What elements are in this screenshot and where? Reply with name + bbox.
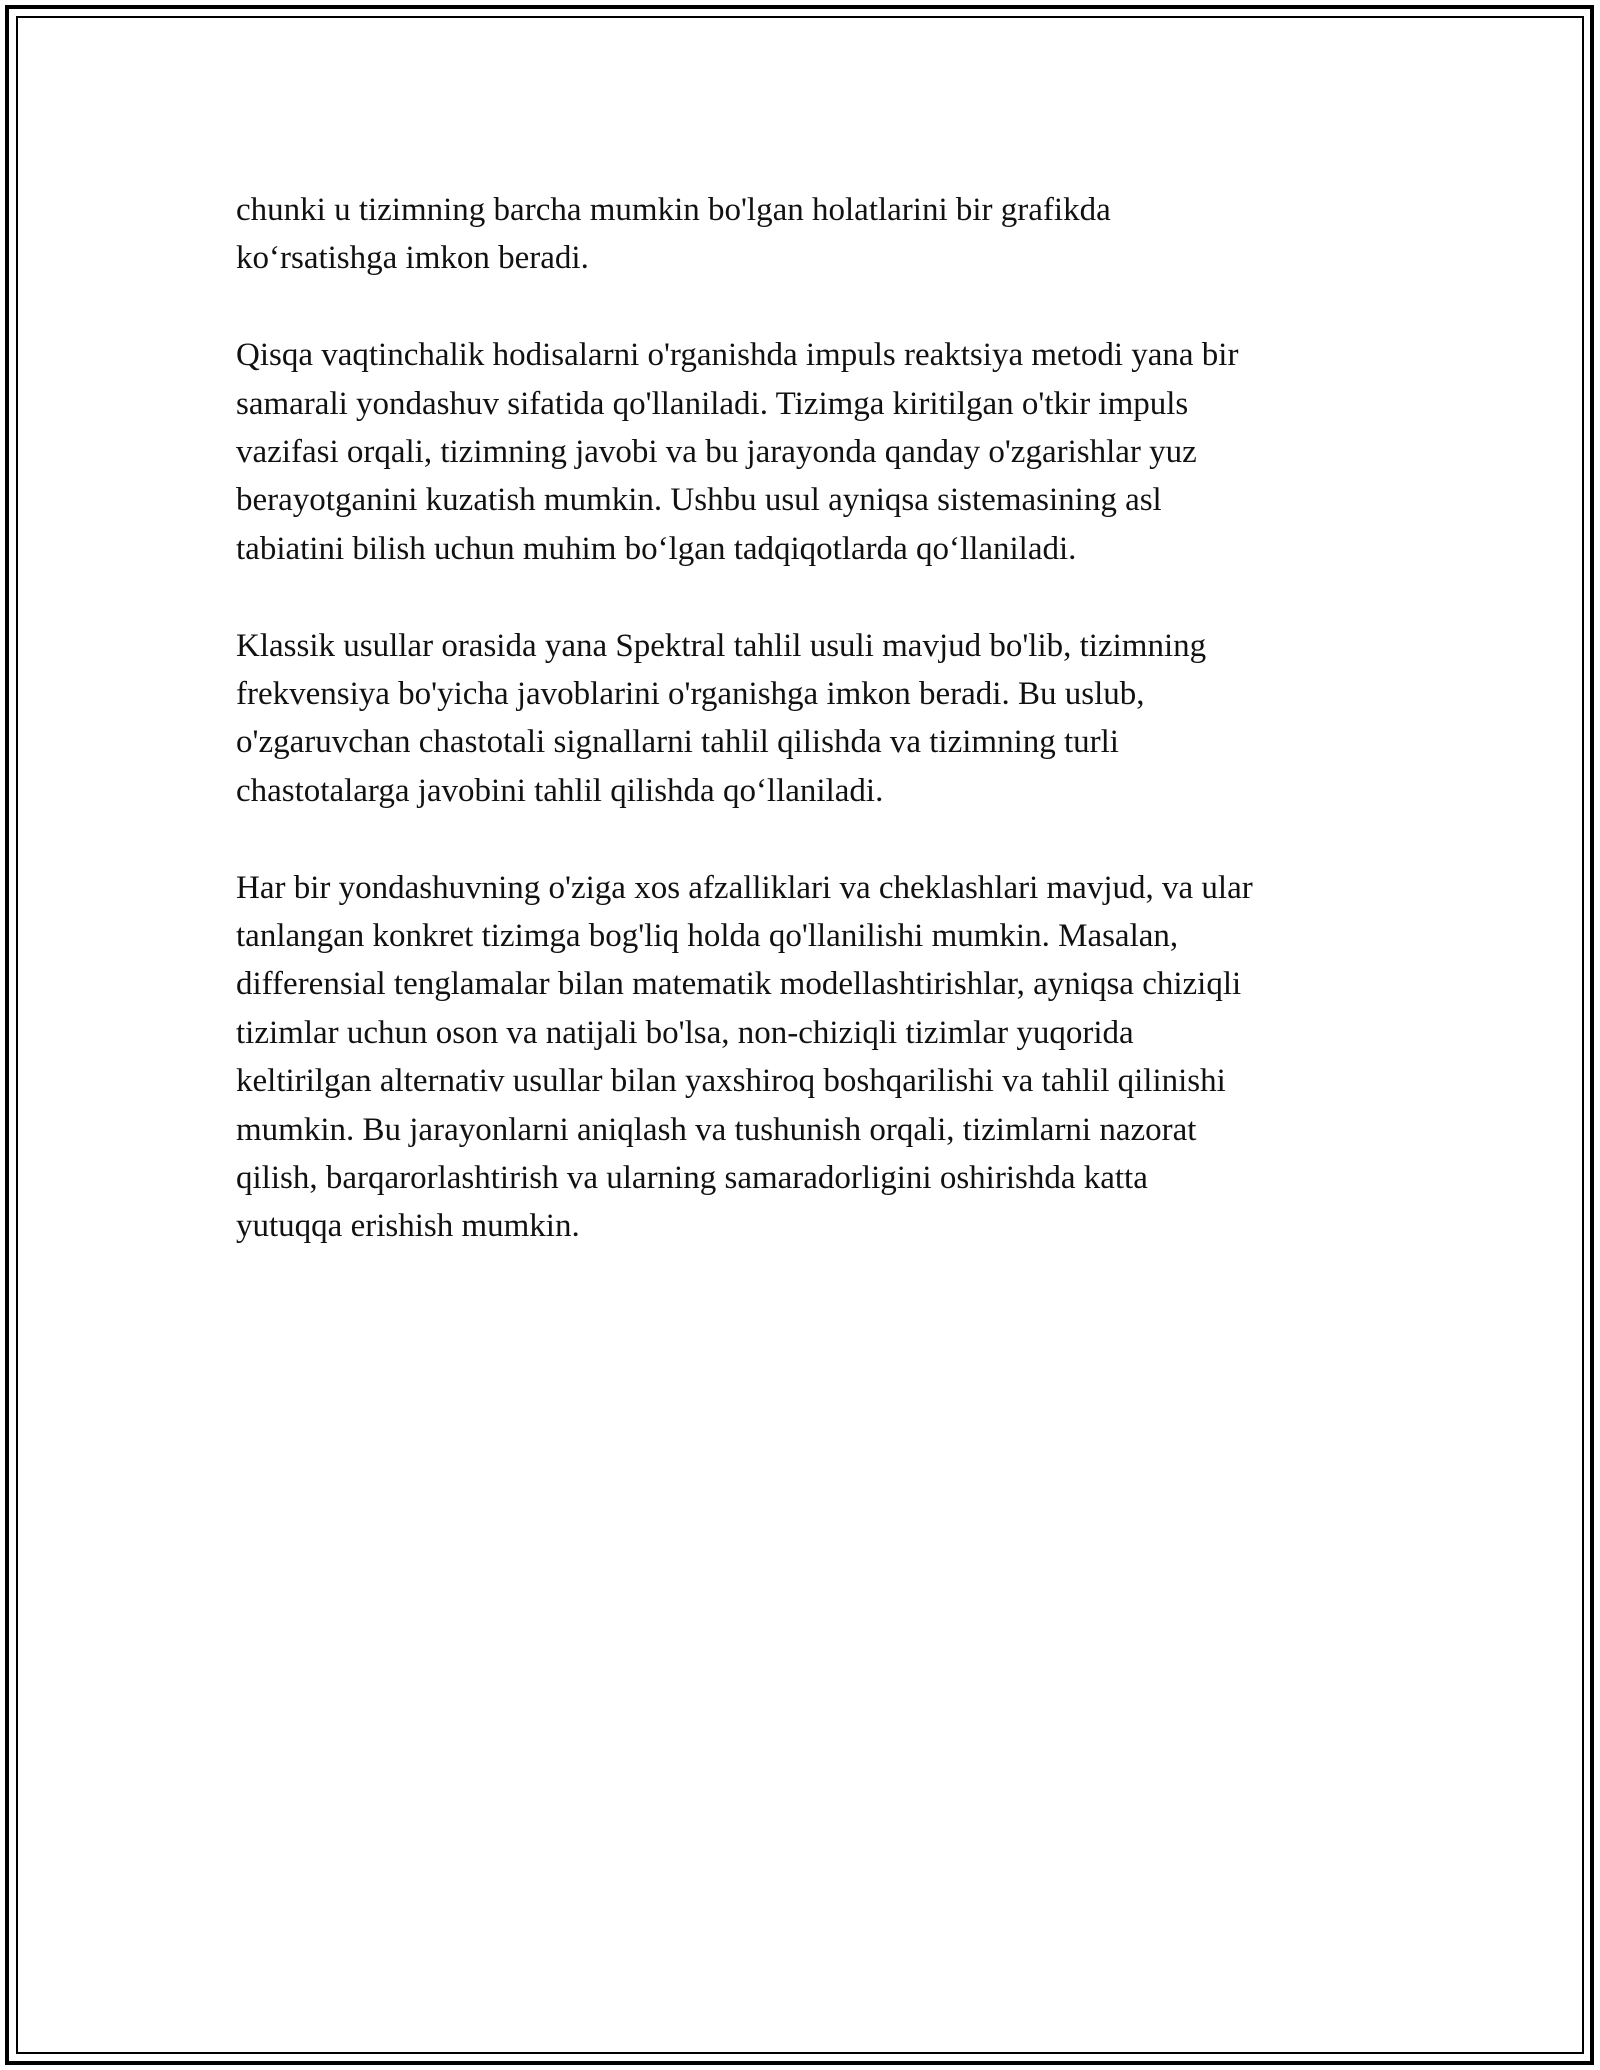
text-line: berayotganini kuzatish mumkin. Ushbu usul ayniqsa sistemasining asl	[236, 482, 1162, 519]
paragraph-3	[236, 622, 1396, 816]
paragraph-2	[236, 331, 1396, 573]
text-line: vazifasi orqali, tizimning javobi va bu jarayonda qanday o'zgarishlar yuz	[236, 434, 1197, 471]
paragraph-1	[236, 186, 1396, 283]
text-line: frekvensiya bo'yicha javoblarini o'rganishga imkon beradi. Bu uslub,	[236, 676, 1145, 713]
text-line: samarali yondashuv sifatida qo'llaniladi. Tizimga kiritilgan o'tkir impuls	[236, 385, 1189, 422]
text-line: o'zgaruvchan chastotali signallarni tahlil qilishda va tizimning turli	[236, 724, 1119, 761]
text-line: yutuqqa erishish mumkin.	[236, 1208, 580, 1245]
text-line: ko‘rsatishga imkon beradi.	[236, 240, 589, 277]
document-body	[236, 186, 1396, 1299]
text-line: chunki u tizimning barcha mumkin bo'lgan holatlarini bir grafikda	[236, 192, 1111, 228]
paragraph-4	[236, 864, 1396, 1251]
text-line: mumkin. Bu jarayonlarni aniqlash va tushunish orqali, tizimlarni nazorat	[236, 1111, 1197, 1148]
text-line: qilish, barqarorlashtirish va ularning samaradorligini oshirishda katta	[236, 1160, 1148, 1197]
text-line: tanlangan konkret tizimga bog'liq holda qo'llanilishi mumkin. Masalan,	[236, 918, 1179, 955]
text-line: differensial tenglamalar bilan matematik modellashtirishlar, ayniqsa chiziqli	[236, 966, 1242, 1003]
text-line: Har bir yondashuvning o'ziga xos afzalliklari va cheklashlari mavjud, va ular	[236, 869, 1253, 906]
text-line: tizimlar uchun oson va natijali bo'lsa, non-chiziqli tizimlar yuqorida	[236, 1014, 1134, 1051]
text-line: chastotalarga javobini tahlil qilishda qo‘llaniladi.	[236, 772, 884, 809]
text-line: Klassik usullar orasida yana Spektral tahlil usuli mavjud bo'lib, tizimning	[236, 627, 1207, 664]
text-line: tabiatini bilish uchun muhim bo‘lgan tadqiqotlarda qo‘llaniladi.	[236, 530, 1077, 567]
text-line: Qisqa vaqtinchalik hodisalarni o'rganishda impuls reaktsiya metodi yana bir	[236, 337, 1239, 374]
text-line: keltirilgan alternativ usullar bilan yaxshiroq boshqarilishi va tahlil qilinishi	[236, 1063, 1226, 1100]
